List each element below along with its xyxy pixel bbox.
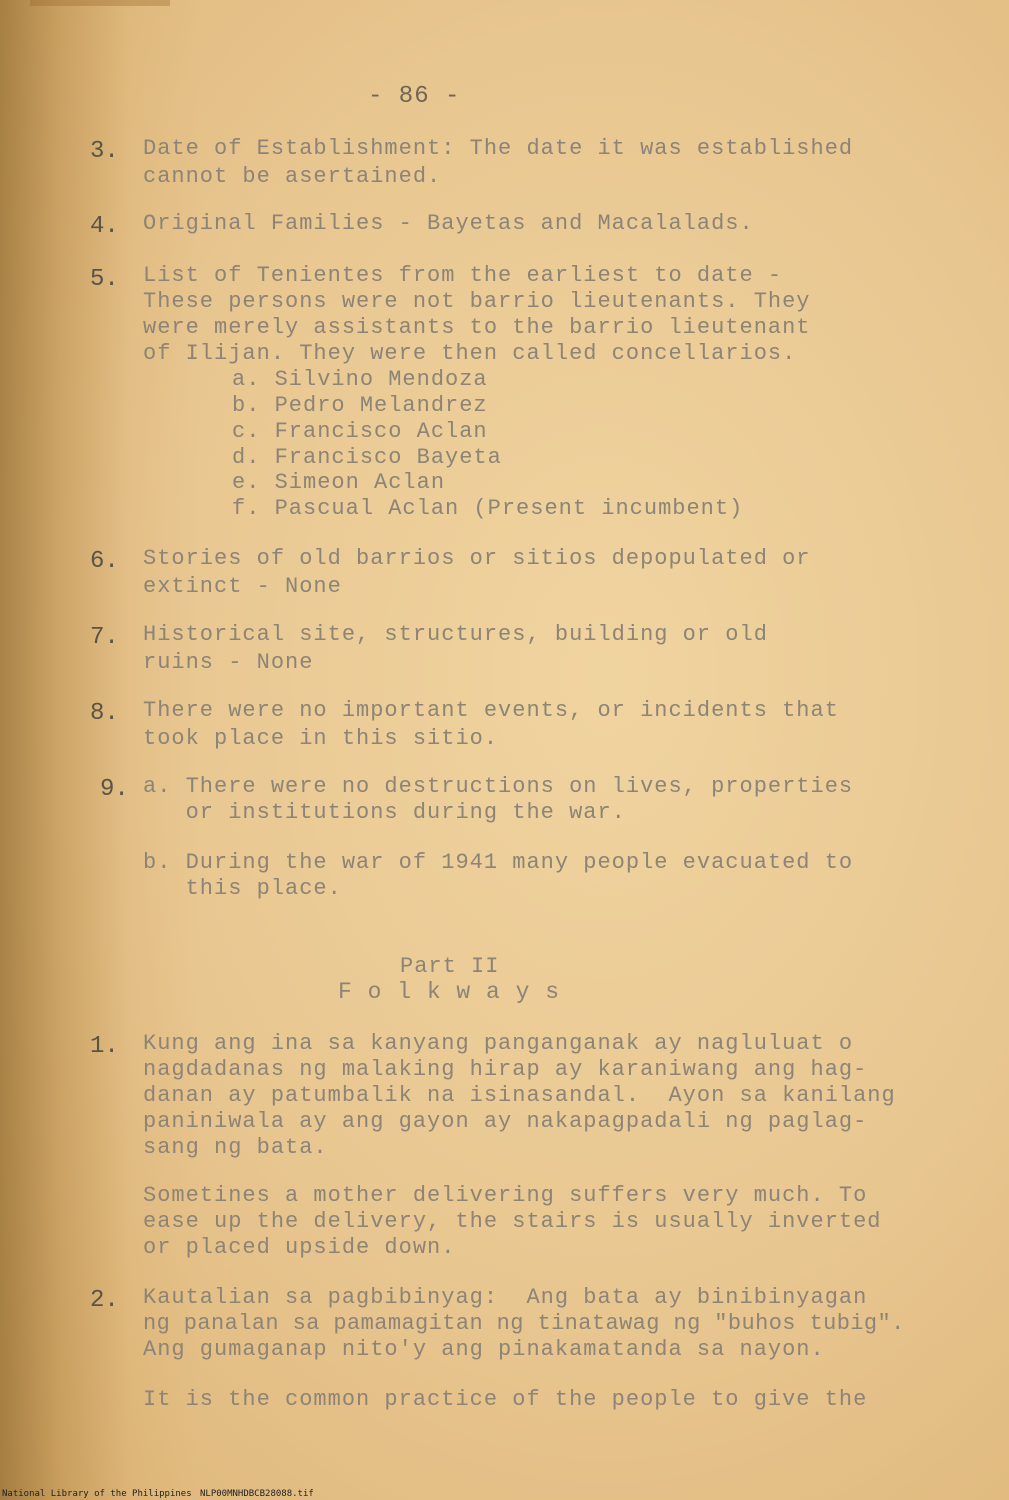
item-7-line: ruins - None: [143, 650, 314, 675]
item-9a-line: or institutions during the war.: [143, 800, 626, 825]
folkway-1-tagalog-line: sang ng bata.: [143, 1135, 328, 1160]
item-9-number: 9.: [100, 776, 129, 803]
item-8-line: took place in this sitio.: [143, 726, 499, 751]
item-9b-line: b. During the war of 1941 many people evacuated to: [143, 850, 854, 875]
folkway-1-english-line: or placed upside down.: [143, 1235, 456, 1260]
item-3-line: cannot be asertained.: [143, 164, 442, 189]
item-9b-line: this place.: [143, 876, 342, 901]
item-8-line: There were no important events, or incidents that: [143, 698, 839, 723]
item-4-line: Original Families - Bayetas and Macalalads.: [143, 211, 754, 236]
teniente-list-item: f. Pascual Aclan (Present incumbent): [232, 496, 744, 521]
folkway-1-english-line: ease up the delivery, the stairs is usually inverted: [143, 1209, 882, 1234]
item-7-line: Historical site, structures, building or old: [143, 622, 768, 647]
item-5-number: 5.: [90, 266, 119, 293]
folkway-2-tagalog-line: Kautalian sa pagbibinyag: Ang bata ay binibinyagan: [143, 1285, 868, 1310]
item-9a-line: a. There were no destructions on lives, properties: [143, 774, 854, 799]
teniente-list-item: c. Francisco Aclan: [232, 419, 488, 444]
folkway-1-english-line: Sometines a mother delivering suffers very much. To: [143, 1183, 868, 1208]
folkway-2-english-line: It is the common practice of the people to give the: [143, 1387, 868, 1412]
footer-filename: NLP00MNHDBCB28088.tif: [200, 1489, 314, 1499]
page-number: - 86 -: [368, 83, 461, 110]
item-3-line: Date of Establishment: The date it was established: [143, 136, 854, 161]
folkway-2-tagalog-line: ng panalan sa pamamagitan ng tinatawag ng "buhos tubig".: [143, 1311, 905, 1336]
item-4-number: 4.: [90, 213, 119, 240]
folkway-2-tagalog-line: Ang gumaganap nito'y ang pinakamatanda sa nayon.: [143, 1337, 825, 1362]
part-subtitle: F o l k w a y s: [338, 979, 561, 1005]
item-8-number: 8.: [90, 700, 119, 727]
teniente-list-item: d. Francisco Bayeta: [232, 445, 502, 470]
folkway-1-tagalog-line: paniniwala ay ang gayon ay nakapagpadali ng paglag-: [143, 1109, 868, 1134]
folkway-1-tagalog-line: nagdadanas ng malaking hirap ay karaniwang ang hag-: [143, 1057, 868, 1082]
teniente-list-item: e. Simeon Aclan: [232, 470, 446, 495]
teniente-list-item: b. Pedro Melandrez: [232, 393, 488, 418]
item-5-line: of Ilijan. They were then called concellarios.: [143, 341, 797, 366]
folkway-1-number: 1.: [90, 1033, 119, 1060]
folkway-1-tagalog-line: Kung ang ina sa kanyang panganganak ay nagluluat o: [143, 1031, 854, 1056]
folkway-1-tagalog-line: danan ay patumbalik na isinasandal. Ayon sa kanilang: [143, 1083, 896, 1108]
item-5-line: were merely assistants to the barrio lieutenant: [143, 315, 811, 340]
folkway-2-number: 2.: [90, 1287, 119, 1314]
item-6-line: extinct - None: [143, 574, 342, 599]
item-3-number: 3.: [90, 138, 119, 165]
page-edge-mark: [30, 0, 170, 6]
item-6-line: Stories of old barrios or sitios depopulated or: [143, 546, 811, 571]
item-5-line: These persons were not barrio lieutenants. They: [143, 289, 811, 314]
item-7-number: 7.: [90, 624, 119, 651]
footer-library: National Library of the Philippines: [2, 1489, 192, 1499]
item-5-line: List of Tenientes from the earliest to date -: [143, 263, 783, 288]
item-6-number: 6.: [90, 548, 119, 575]
teniente-list-item: a. Silvino Mendoza: [232, 367, 488, 392]
part-title: Part II: [400, 954, 500, 979]
